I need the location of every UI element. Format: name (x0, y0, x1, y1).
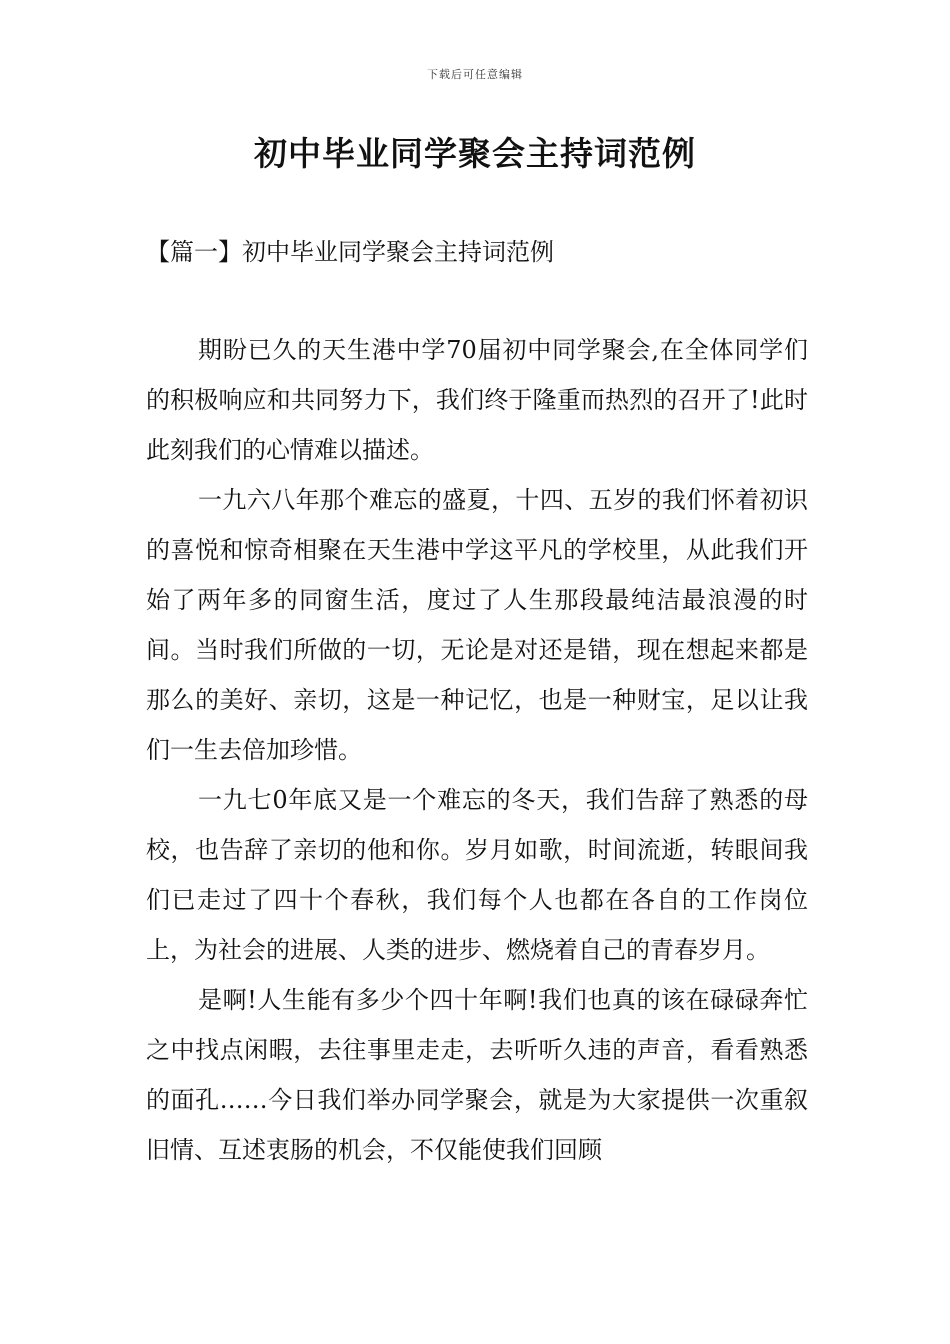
paragraph: 一九七0年底又是一个难忘的冬天，我们告辞了熟悉的母校，也告辞了亲切的他和你。岁月如歌，时间流逝，转眼间我们已走过了四十个春秋，我们每个人也都在各自的工作岗位上，为社会的进展、人类的进步、燃烧着自己的青春岁月。 (146, 786, 808, 964)
paragraph: 一九六八年那个难忘的盛夏，十四、五岁的我们怀着初识的喜悦和惊奇相聚在天生港中学这平凡的学校里，从此我们开始了两年多的同窗生活，度过了人生那段最纯洁最浪漫的时间。当时我们所做的一切，无论是对还是错，现在想起来都是那么的美好、亲切，这是一种记忆，也是一种财宝，足以让我们一生去倍加珍惜。 (146, 486, 808, 764)
body-text (146, 325, 808, 1175)
paragraph: 期盼已久的天生港中学70届初中同学聚会,在全体同学们的积极响应和共同努力下，我们终于隆重而热烈的召开了!此时此刻我们的心情难以描述。 (146, 336, 808, 464)
header-note: 下载后可任意编辑 (427, 68, 523, 81)
paragraph: 是啊!人生能有多少个四十年啊!我们也真的该在碌碌奔忙之中找点闲暇，去往事里走走，去听听久违的声音，看看熟悉的面孔……今日我们举办同学聚会，就是为大家提供一次重叙旧情、互述衷肠的机会，不仅能使我们回顾 (146, 986, 808, 1164)
section-heading: 【篇一】初中毕业同学聚会主持词范例 (146, 238, 554, 266)
document-title: 初中毕业同学聚会主持词范例 (254, 134, 696, 173)
